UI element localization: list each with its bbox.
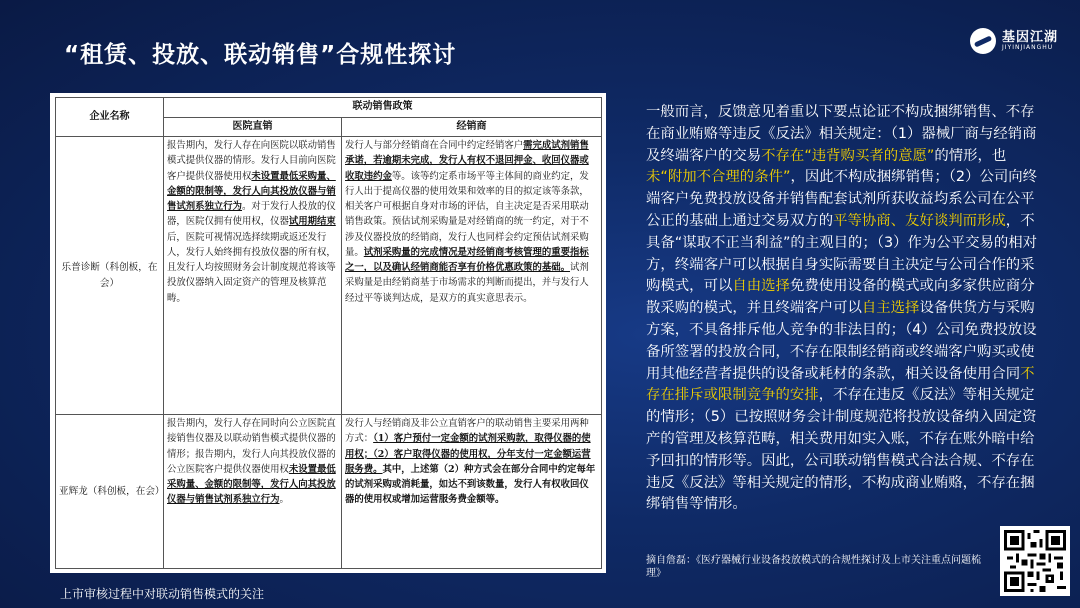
table-caption: 上市审核过程中对联动销售模式的关注 bbox=[60, 587, 265, 601]
logo-mark-icon bbox=[970, 28, 996, 54]
cell-text-segment: 未设置最低采购量、金额的限制等，发行人向其投放仪器与销售试剂系独立行为 bbox=[167, 170, 336, 213]
paragraph-text: 的情形，也 bbox=[934, 147, 1007, 164]
paragraph-text: 一般而言，反馈意见着重以下要点论证不构成捆绑销售、不存在商业贿赂等违反《反法》相关规定：（1）器械厂商与经销商及终端客户的交易 bbox=[646, 104, 1037, 164]
table-row bbox=[56, 415, 602, 569]
highlight-text: 不存在“违背购买者的意愿” bbox=[761, 147, 935, 164]
paragraph-text: ，不具备“谋取不正当利益”的主观目的；（3）作为公平交易的相对方，终端客户可以根据自身实际需要自主决定与公司合作的采购模式，可以 bbox=[646, 212, 1038, 295]
cell-text-segment: 后，医院可视情况选择续期或返还发行人，发行人始终拥有投放仪器的所有权，且发行人均按照财务会计制度规范将该等投放仪器纳入固定资产的管理及核算范畴。 bbox=[167, 231, 336, 304]
logo-name-en: JIYINJIANGHU bbox=[1001, 43, 1054, 51]
subheader-dealer: 经销商 bbox=[342, 118, 602, 137]
cell-text-segment: 试剂采购量是由经销商基于市场需求的判断而提出，并与发行人经过平等谈判达成，是双方的真实意思表示。 bbox=[345, 262, 589, 304]
slide-title: “租赁、投放、联动销售”合规性探讨 bbox=[64, 42, 457, 68]
highlight-text: 自主选择 bbox=[861, 300, 920, 317]
analysis-paragraph bbox=[646, 102, 1038, 516]
cell-text-segment: 其中，上述第（2）种方式会在部分合同中约定每年的试剂采购或消耗量，如达不到该数量，发行人有权收回仪器的使用权或增加运营服务费金额等。 bbox=[345, 463, 596, 506]
policy-table bbox=[55, 97, 602, 569]
cell-text-segment: 。对于发行人投放的仪器，医院仅拥有使用权，仪器 bbox=[167, 201, 336, 228]
company-cell: 亚辉龙（科创板，在会） bbox=[56, 415, 164, 569]
paragraph-text: ，不存在违反《反法》等相关规定的情形；（5）已按照财务会计制度规范将投放设备纳入固定资产的管理及核算范畴，相关费用如实入账，不存在账外暗中给予回扣的情形等。因此，公司联动销售模式合法合规、不存在违反《反法》等相关规定的情形，不构成商业贿赂，不存在捆绑销售等情形。 bbox=[646, 387, 1037, 513]
logo-name-cn: 基因江湖 bbox=[1001, 30, 1058, 46]
highlight-text: 平等协商、友好谈判而形成 bbox=[833, 212, 1006, 229]
highlight-text: 未“附加不合理的条件” bbox=[646, 169, 791, 186]
cell-text-segment: 。 bbox=[279, 494, 289, 506]
paragraph-text: 免费使用设备的模式或向多家供应商分散采购的模式，并且终端客户可以 bbox=[646, 278, 1035, 317]
subheader-hospital: 医院直销 bbox=[164, 118, 342, 137]
cell-text-segment: 不涉及仪器投放的经销商，发行人也同样会约定预估试剂采购量。 bbox=[345, 216, 589, 258]
paragraph-text: ，因此不构成捆绑销售；（2）公司向终端客户免费投放设备并销售配套试剂所获收益均系公司在公平公正的基础上通过交易双方的 bbox=[646, 169, 1038, 229]
dealer-cell bbox=[342, 137, 602, 415]
paragraph-text: 设备供货方与采购方案，不具备排斥他人竞争的非法目的；（4）公司免费投放设备所签署的投放合同，不存在限制经销商或终端客户购买或使用其他经营者提供的设备或耗材的条款，相关设备使用合同 bbox=[646, 300, 1037, 382]
hospital-cell bbox=[164, 137, 342, 415]
cell-text-segment: 未设置最低采购量、金额的限制等，发行人向其投放仪器与销售试剂系独立行为 bbox=[167, 463, 336, 506]
cell-text-segment: 需完成试剂销售承诺，若逾期未完成，发行人有权不退回押金、收回仪器或收取违约金 bbox=[345, 140, 589, 182]
cell-text-segment: 试用期结束 bbox=[288, 216, 336, 228]
header-company: 企业名称 bbox=[56, 98, 164, 137]
policy-table-image bbox=[50, 93, 606, 573]
cell-text-segment: 报告期内，发行人存在同时向公立医院直接销售仪器及以联动销售模式提供仪器的情形；报告期内，发行人向其投放仪器的公立医院客户提供仪器使用权 bbox=[167, 418, 336, 475]
qr-code-icon[interactable] bbox=[1000, 526, 1070, 596]
cell-text-segment: 试剂采购量的完成情况是对经销商考核管理的重要指标之一，以及确认经销商能否享有价格优惠政策的基础。 bbox=[345, 246, 589, 274]
cell-text-segment: 报告期内，发行人存在向医院以联动销售模式提供仪器的情形。发行人目前向医院客户提供仪器使用权 bbox=[167, 140, 336, 182]
hospital-cell bbox=[164, 415, 342, 569]
cell-text-segment: 发行人与部分经销商在合同中约定经销客户 bbox=[345, 140, 524, 152]
highlight-text: 不存在排斥或限制竞争的安排 bbox=[646, 365, 1035, 404]
cell-text-segment: 等。该等约定系市场平等主体间的商业约定，发行人出于提高仪器的使用效果和效率的目的拟定该等条款，相关客户可根据自身对市场的评估，自主决定是否采用联动销售政策。预估试剂采购量是对经销商的统一约定，对于 bbox=[345, 170, 589, 228]
dealer-cell bbox=[342, 415, 602, 569]
company-cell: 乐普诊断（科创板，在会） bbox=[56, 137, 164, 415]
header-policy: 联动销售政策 bbox=[164, 98, 602, 118]
brand-logo bbox=[970, 28, 1058, 54]
cell-text-segment: （1）客户预付一定金额的试剂采购款，取得仪器的使用权；（2）客户取得仪器的使用权，分年支付一定金额运营服务费。 bbox=[345, 433, 591, 475]
cell-text-segment: 发行人与经销商及非公立直销客户的联动销售主要采用两种方式： bbox=[345, 418, 589, 445]
source-note: 摘自詹磊：《医疗器械行业设备投放模式的合规性探讨及上市关注重点问题梳理》 bbox=[646, 555, 981, 579]
highlight-text: 自由选择 bbox=[732, 278, 790, 295]
table-row bbox=[56, 137, 602, 415]
